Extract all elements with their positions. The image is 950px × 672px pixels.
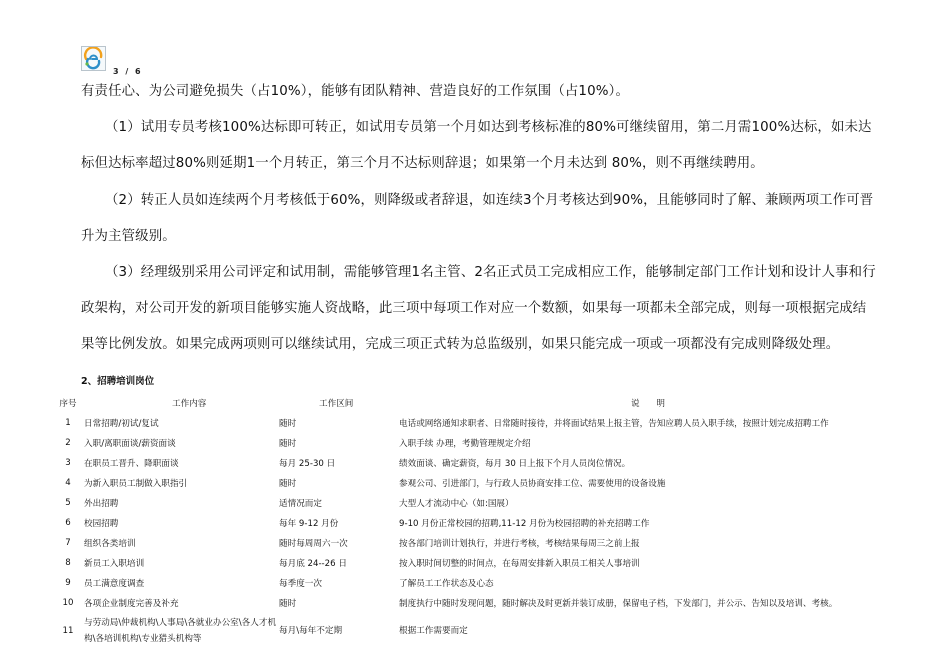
cell-no: 7 xyxy=(65,538,71,548)
cell-no: 3 xyxy=(65,458,71,468)
cell-period: 每月\每年不定期 xyxy=(279,626,343,636)
paragraph-rule-1 xyxy=(81,110,881,146)
header-period: 工作区间 xyxy=(319,399,354,409)
table-row xyxy=(52,413,892,433)
paragraph-line: 标但达标率超过80%则延期1一个月转正，第三个月不达标则辞退；如果第一个月未达到 80%，则不再继续聘用。 xyxy=(81,156,764,171)
company-logo-icon xyxy=(81,46,106,71)
cell-period: 随时 xyxy=(279,419,297,429)
table-row xyxy=(52,513,892,533)
cell-no: 4 xyxy=(65,478,71,488)
cell-no: 9 xyxy=(65,578,71,588)
cell-content: 各项企业制度完善及补充 xyxy=(84,599,179,609)
cell-desc: 了解员工工作状态及心态 xyxy=(399,579,494,589)
cell-no: 6 xyxy=(65,518,71,528)
cell-period: 每月底 24--26 日 xyxy=(279,559,347,569)
cell-period: 随时 xyxy=(279,479,297,489)
table-row xyxy=(52,573,892,593)
paragraph-rule-3 xyxy=(81,255,881,291)
paragraph-line: （2）转正人员如连续两个月考核低于60%，则降级或者辞退，如连续3个月考核达到90%，且能够同时了解、兼顾两项工作可晋 xyxy=(105,193,874,208)
table-row xyxy=(52,473,892,493)
paragraph-line: 政架构，对公司开发的新项目能够实施人资战略，此三项中每项工作对应一个数额，如果每一项都未全部完成，则每一项根据完成结 xyxy=(81,301,867,316)
cell-content: 员工满意度调查 xyxy=(84,579,145,589)
cell-period: 随时 xyxy=(279,439,297,449)
table-row xyxy=(52,593,892,613)
paragraph-rule-3-cont-a xyxy=(81,291,881,327)
cell-period: 随时 xyxy=(279,599,297,609)
cell-no: 10 xyxy=(62,598,74,608)
cell-content: 外出招聘 xyxy=(84,499,119,509)
cell-desc: 按各部门培训计划执行，并进行考核，考核结果每周三之前上报 xyxy=(399,539,640,549)
table-row xyxy=(52,433,892,453)
cell-content: 在职员工晋升、降职面谈 xyxy=(84,459,179,469)
cell-desc: 按入职时间切整的时间点，在每周安排新入职员工相关人事培训 xyxy=(399,559,640,569)
paragraph-rule-3-cont-b xyxy=(81,327,881,363)
table-row xyxy=(52,553,892,573)
cell-desc: 制度执行中随时发现问题，随时解决及时更新并装订成册，保留电子档，下发部门，并公示、告知以及培训、考核。 xyxy=(399,599,838,609)
cell-period: 适情况而定 xyxy=(279,499,322,509)
paragraph-line: （1）试用专员考核100%达标即可转正，如试用专员第一个月如达到考核标准的80%可继续留用，第二月需100%达标，如未达 xyxy=(105,120,872,135)
cell-desc: 参观公司、引进部门，与行政人员协商安排工位、需要使用的设备设施 xyxy=(399,479,666,489)
cell-no: 1 xyxy=(65,418,71,428)
cell-desc: 电话或网络通知求职者、日常随时接待，并将面试结果上报主管，告知应聘人员入职手续，按照计划完成招聘工作 xyxy=(399,419,829,429)
header-content: 工作内容 xyxy=(172,399,207,409)
header-no: 序号 xyxy=(59,399,77,409)
logo-swirl-graphic xyxy=(82,47,105,70)
cell-desc: 绩效面谈、确定薪资，每月 30 日上报下个月人员岗位情况。 xyxy=(399,459,631,469)
cell-desc: 入职手续 办理，考勤管理规定介绍 xyxy=(399,439,531,449)
paragraph-rule-2 xyxy=(81,183,881,219)
cell-desc: 根据工作需要而定 xyxy=(399,626,468,636)
paragraph-line: 升为主管级别。 xyxy=(81,229,176,244)
cell-content: 与劳动局\仲裁机构\人事局\各就业办公室\各人才机构\各培训机构\专业猎头机构等 xyxy=(84,618,277,644)
table-row xyxy=(52,613,892,649)
cell-content: 校园招聘 xyxy=(84,519,119,529)
cell-content: 入职/离职面谈/薪资面谈 xyxy=(84,439,176,449)
cell-desc: 大型人才流动中心（如:国展） xyxy=(399,499,514,509)
page-number: 3 / 6 xyxy=(113,67,143,76)
cell-period: 每月 25-30 日 xyxy=(279,459,336,469)
section-title: 2、招聘培训岗位 xyxy=(81,376,155,387)
paragraph-rule-2-cont xyxy=(81,219,881,255)
cell-no: 5 xyxy=(65,498,71,508)
cell-period: 每季度一次 xyxy=(279,579,322,589)
table-row xyxy=(52,453,892,473)
paragraph-line: 果等比例发放。如果完成两项则可以继续试用，完成三项正式转为总监级别，如果只能完成一项或一项都没有完成则降级处理。 xyxy=(81,337,840,352)
paragraph-line: （3）经理级别采用公司评定和试用制，需能够管理1名主管、2名正式员工完成相应工作，能够制定部门工作计划和设计人事和行 xyxy=(105,265,876,280)
cell-period: 每年 9-12 月份 xyxy=(279,519,339,529)
cell-content: 组织各类培训 xyxy=(84,539,136,549)
cell-period: 随时每周周六一次 xyxy=(279,539,348,549)
recruitment-training-table xyxy=(52,393,892,649)
cell-content: 新员工入职培训 xyxy=(84,559,145,569)
cell-no: 11 xyxy=(62,626,74,636)
table-header-row xyxy=(52,393,892,413)
paragraph-intro xyxy=(81,74,881,110)
cell-content: 日常招聘/初试/复试 xyxy=(84,419,159,429)
cell-no: 8 xyxy=(65,558,71,568)
table-row xyxy=(52,493,892,513)
paragraph-rule-1-cont xyxy=(81,146,881,182)
paragraph-line: 有责任心、为公司避免损失（占10%），能够有团队精神、营造良好的工作氛围（占10%）。 xyxy=(81,84,630,99)
table-row xyxy=(52,533,892,553)
cell-desc: 9-10 月份正常校园的招聘,11-12 月份为校园招聘的补充招聘工作 xyxy=(399,519,650,529)
cell-content: 为新入职员工制做入职指引 xyxy=(84,479,188,489)
header-desc: 说 明 xyxy=(631,399,665,409)
cell-no: 2 xyxy=(65,438,71,448)
